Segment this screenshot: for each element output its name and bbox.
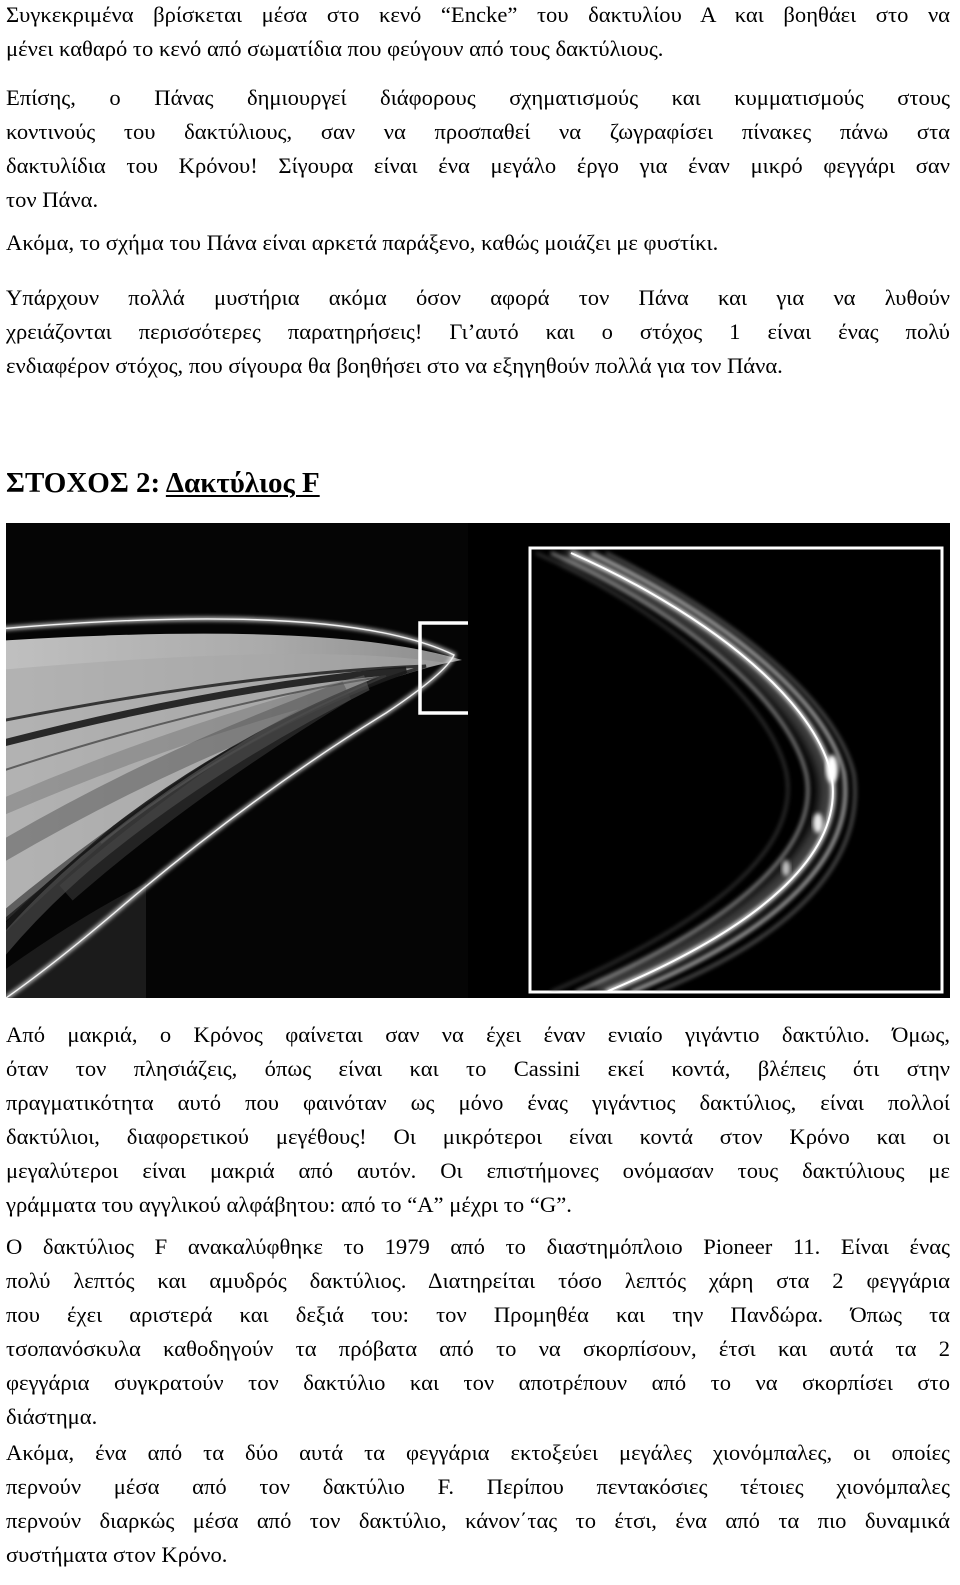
text-line: φεγγάρια συγκρατούν τον δακτύλιο και τον αποτρέπουν από το να σκορπίσει στο: [6, 1370, 950, 1395]
section-heading-goal-2: [6, 465, 320, 501]
text-line: Από μακριά, ο Κρόνος φαίνεται σαν να έχει έναν ενιαίο γιγάντιο δακτύλιο. Όμως,: [6, 1022, 950, 1047]
text-line: Ακόμα, ένα από τα δύο αυτά τα φεγγάρια εκτοξεύει μεγάλες χιονόμπαλες, οι οποίες: [6, 1440, 950, 1465]
text-line: Ακόμα, το σχήμα του Πάνα είναι αρκετά παράξενο, καθώς μοιάζει με φυστίκι.: [6, 230, 719, 255]
paragraph-saturn-rings: [6, 1018, 950, 1222]
text-line: γράμματα του αγγλικού αλφάβητου: από το “Α” μέχρι το “G”.: [6, 1192, 572, 1217]
paragraph-pan-mysteries: [6, 281, 950, 383]
f-ring-photo: [6, 523, 950, 998]
text-line: τσοπανόσκυλα καθοδηγούν τα πρόβατα από το να σκορπίσουν, έτσι και αυτά τα 2: [6, 1336, 950, 1361]
text-line: μένει καθαρό το κενό από σωματίδια που φεύγουν από τους δακτύλιους.: [6, 36, 664, 61]
text-line: όταν τον πλησιάζεις, όπως είναι και το Cassini εκεί κοντά, βλέπεις ότι στην: [6, 1056, 950, 1081]
f-ring-illustration: [6, 523, 950, 998]
text-line: δακτύλιοι, διαφορετικού μεγέθους! Οι μικρότεροι είναι κοντά στον Κρόνο και οι: [6, 1124, 950, 1149]
paragraph-pan-shape: [6, 226, 950, 260]
text-line: ενδιαφέρον στόχος, που σίγουρα θα βοηθήσει στο να εξηγηθούν πολλά για τον Πάνα.: [6, 353, 783, 378]
text-line: περνούν διαρκώς μέσα από τον δακτύλιο, κάνον΄τας το έτσι, ένα από τα πιο δυναμικά: [6, 1508, 950, 1533]
text-line: χρειάζονται περισσότερες παρατηρήσεις! Γι’αυτό και ο στόχος 1 είναι ένας πολύ: [6, 319, 950, 344]
paragraph-pan-ripples: [6, 81, 950, 217]
text-line: δακτυλίδια του Κρόνου! Σίγουρα είναι ένα μεγάλο έργο για έναν μικρό φεγγάρι σαν: [6, 153, 950, 178]
text-line: Ο δακτύλιος F ανακαλύφθηκε το 1979 από το διαστημόπλοιο Pioneer 11. Είναι ένας: [6, 1234, 950, 1259]
heading-prefix: ΣΤΟΧΟΣ 2:: [6, 467, 166, 499]
text-line: τον Πάνα.: [6, 187, 99, 212]
text-line: Υπάρχουν πολλά μυστήρια ακόμα όσον αφορά τον Πάνα και για να λυθούν: [6, 285, 950, 310]
text-line: που έχει αριστερά και δεξιά του: τον Προμηθέα και την Πανδώρα. Όπως τα: [6, 1302, 950, 1327]
paragraph-f-ring-discovery: [6, 1230, 950, 1434]
text-line: κοντινούς του δακτύλιους, σαν να προσπαθεί να ζωγραφίσει πίνακες πάνω στα: [6, 119, 950, 144]
text-line: πολύ λεπτός και αμυδρός δακτύλιος. Διατηρείται τόσο λεπτός χάρη στα 2 φεγγάρια: [6, 1268, 950, 1293]
text-line: συστήματα στον Κρόνο.: [6, 1542, 228, 1567]
text-line: μεγαλύτεροι είναι μακριά από αυτόν. Οι επιστήμονες ονόμασαν τους δακτύλιους με: [6, 1158, 950, 1183]
paragraph-snowballs: [6, 1436, 950, 1572]
heading-underlined-title: Δακτύλιος F: [165, 467, 320, 499]
text-line: διάστημα.: [6, 1404, 98, 1429]
text-line: Επίσης, ο Πάνας δημιουργεί διάφορους σχηματισμούς και κυμματισμούς στους: [6, 85, 950, 110]
paragraph-pan-encke-gap: [6, 0, 950, 66]
text-line: Συγκεκριμένα βρίσκεται μέσα στο κενό “Encke” του δακτυλίου Α και βοηθάει στο να: [6, 2, 950, 27]
text-line: πραγματικότητα αυτό που φαινόταν ως μόνο ένας γιγάντιος δακτύλιος, είναι πολλοί: [6, 1090, 950, 1115]
text-line: περνούν μέσα από τον δακτύλιο F. Περίπου πεντακόσιες τέτοιες χιονόμπαλες: [6, 1474, 950, 1499]
